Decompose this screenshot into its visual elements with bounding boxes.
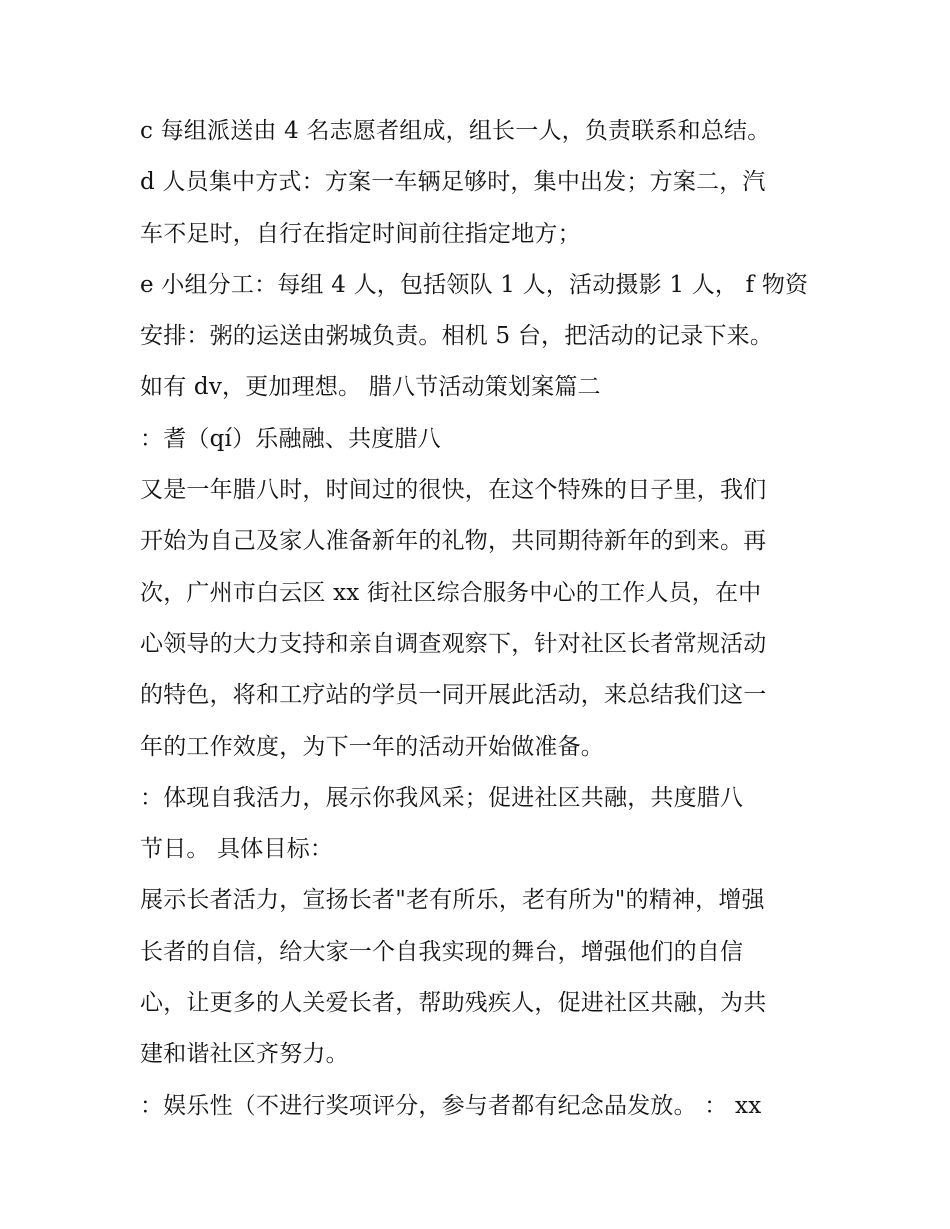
text-line: 车不足时，自行在指定时间前往指定地方；: [140, 220, 581, 247]
text-line: 节日。 具体目标：: [140, 836, 334, 863]
text-line: ：娱乐性（不进行奖项评分，参与者都有纪念品发放。 ： xx: [140, 1092, 762, 1119]
text-line: d 人员集中方式：方案一车辆足够时，集中出发；方案二，汽: [140, 169, 766, 196]
text-line: ：耆（qí）乐融融、共度腊八: [140, 425, 441, 452]
text-line: 建和谐社区齐努力。: [140, 1041, 349, 1068]
text-line: 开始为自己及家人准备新年的礼物，共同期待新年的到来。再: [140, 528, 767, 555]
text-line: 心领导的大力支持和亲自调查观察下，针对社区长者常规活动: [140, 630, 767, 657]
text-line: 长者的自信，给大家一个自我实现的舞台，增强他们的自信: [140, 938, 744, 965]
text-line: 如有 dv，更加理想。 腊八节活动策划案篇二: [140, 374, 601, 401]
text-line: 又是一年腊八时，时间过的很快，在这个特殊的日子里，我们: [140, 477, 767, 504]
text-line: 次，广州市白云区 xx 街社区综合服务中心的工作人员，在中: [140, 579, 762, 606]
text-line: 的特色，将和工疗站的学员一同开展此活动，来总结我们这一: [140, 682, 767, 709]
text-line: 心，让更多的人关爱长者，帮助残疾人，促进社区共融，为共: [140, 990, 767, 1017]
text-line: 展示长者活力，宣扬长者"老有所乐，老有所为"的精神，增强: [140, 887, 765, 914]
text-line: c 每组派送由 4 名志愿者组成，组长一人，负责联系和总结。: [140, 118, 771, 144]
text-line: e 小组分工：每组 4 人，包括领队 1 人，活动摄影 1 人， f 物资: [140, 271, 809, 298]
text-line: 年的工作效度，为下一年的活动开始做准备。: [140, 733, 604, 760]
text-line: 安排：粥的运送由粥城负责。相机 5 台，把活动的记录下来。: [140, 323, 774, 350]
document-body: [140, 106, 815, 1132]
text-line: ：体现自我活力，展示你我风采；促进社区共融，共度腊八: [140, 784, 744, 811]
